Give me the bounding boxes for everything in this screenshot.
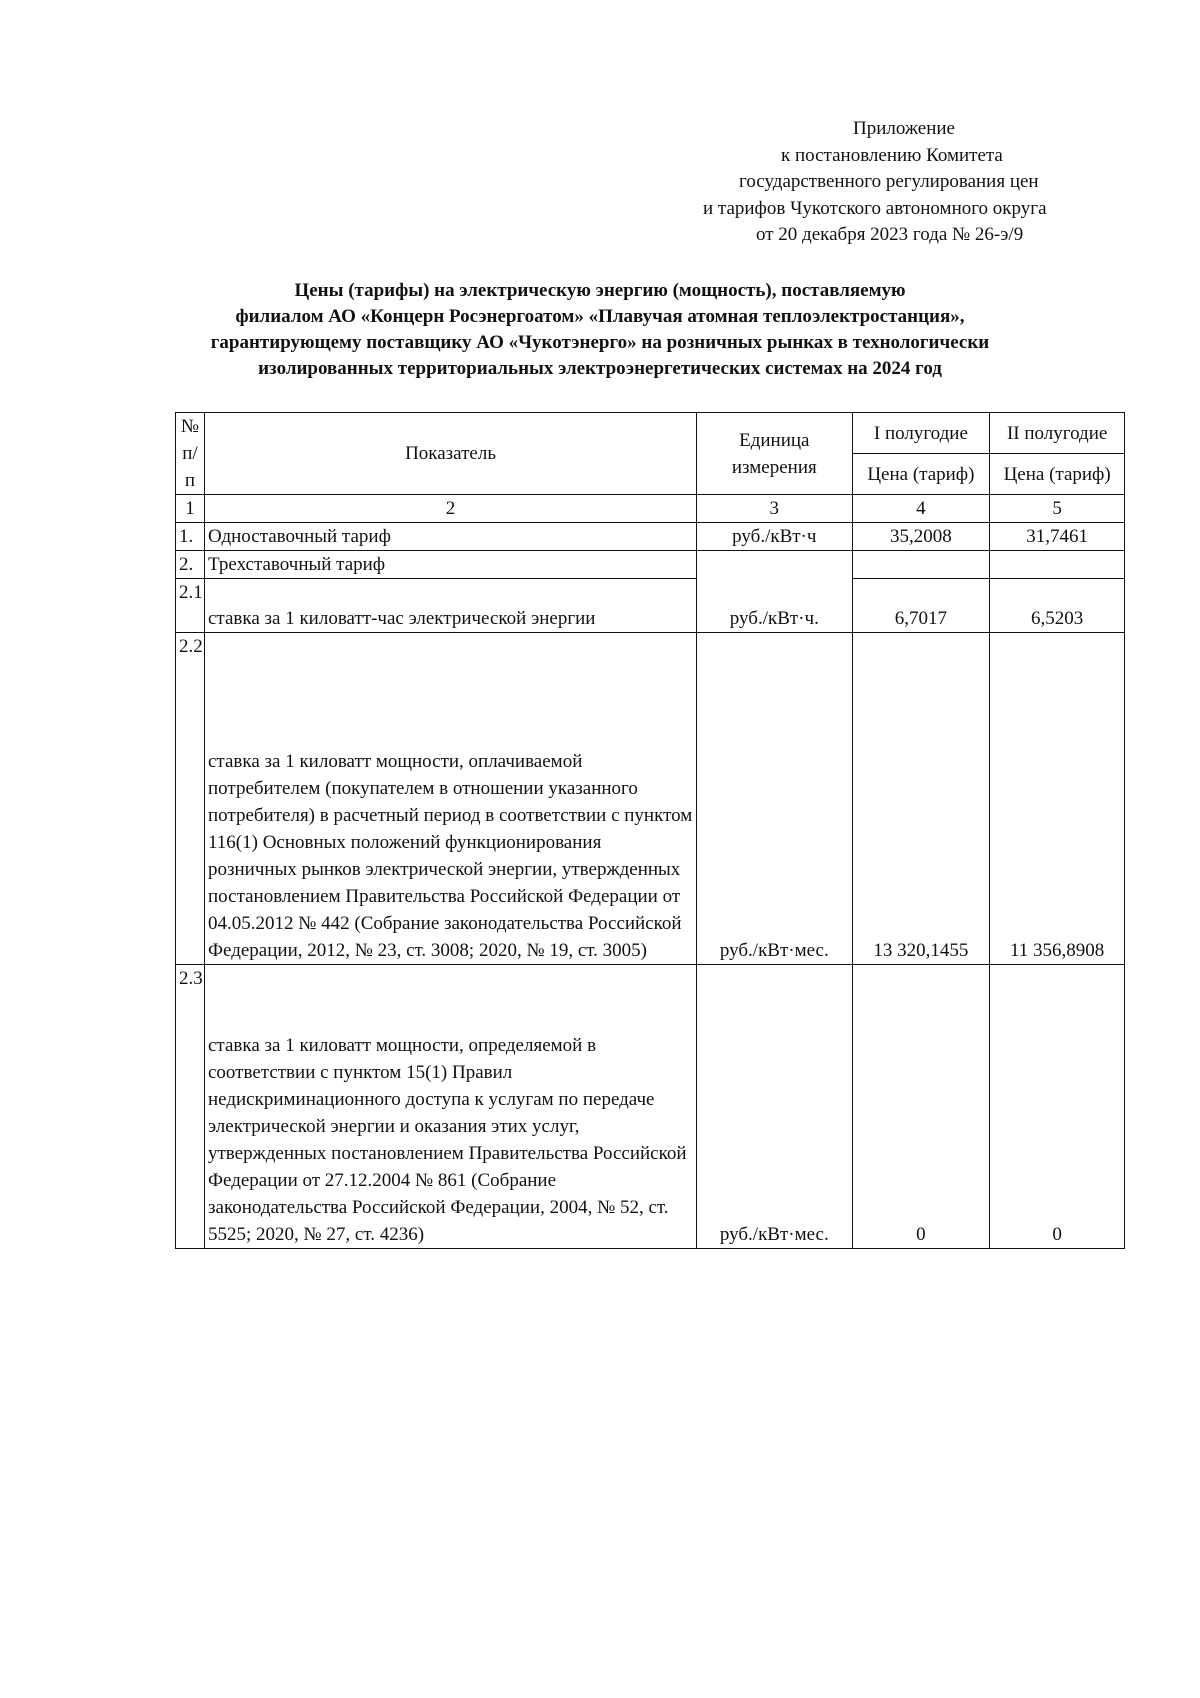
title-line: гарантирующему поставщику АО «Чукотэнерго» на розничных рынках в технологически: [210, 332, 990, 353]
column-index: 4: [852, 495, 990, 523]
row-indicator: Трехставочный тариф: [205, 551, 697, 579]
column-index: 2: [205, 495, 697, 523]
row-price-2: 6,5203: [990, 579, 1125, 633]
row-price-2: 0: [990, 965, 1125, 1249]
row-unit: руб./кВт·ч.: [697, 579, 852, 633]
header-num: № п/п: [176, 413, 205, 495]
row-unit: [697, 551, 852, 579]
row-price-1: 0: [852, 965, 990, 1249]
appendix-header: [690, 116, 1150, 249]
document-title: [150, 278, 1050, 382]
row-number: 2.1: [176, 579, 205, 633]
row-number: 2.: [176, 551, 205, 579]
appendix-line: к постановлению Комитета: [781, 144, 1003, 166]
appendix-line: от 20 декабря 2023 года № 26-э/9: [756, 224, 1024, 245]
row-price-1: [852, 551, 990, 579]
title-line: изолированных территориальных электроэнергетических системах на 2024 год: [258, 358, 942, 379]
row-price-1: 35,2008: [852, 523, 990, 551]
row-unit: руб./кВт·ч: [697, 523, 852, 551]
header-price-2: Цена (тариф): [990, 454, 1125, 495]
table-row: [176, 633, 1125, 965]
row-price-1: 6,7017: [852, 579, 990, 633]
title-line: филиалом АО «Концерн Росэнергоатом» «Плавучая атомная теплоэлектростанция»,: [235, 306, 965, 327]
row-indicator: ставка за 1 киловатт мощности, оплачиваемой потребителем (покупателем в отношении указанного потребителя) в расчетный период в соответствии с пунктом 116(1) Основных положений функционирования розничных рынков электрической энергии, утвержденных постановлением Правительства Российской Федерации от 04.05.2012 № 442 (Собрание законодательства Российской Федерации, 2012, № 23, ст. 3008; 2020, № 19, ст. 3005): [205, 633, 697, 965]
row-number: 2.3: [176, 965, 205, 1249]
column-index: 1: [176, 495, 205, 523]
table-row: [176, 523, 1125, 551]
column-index-row: [176, 495, 1125, 523]
row-price-2: [990, 551, 1125, 579]
row-price-1: 13 320,1455: [852, 633, 990, 965]
table-header-row: [176, 413, 1125, 454]
row-indicator: ставка за 1 киловатт-час электрической энергии: [205, 579, 697, 633]
header-indicator: Показатель: [205, 413, 697, 495]
row-number: 1.: [176, 523, 205, 551]
header-unit: Единица измерения: [697, 413, 852, 495]
appendix-line: Приложение: [853, 118, 955, 139]
appendix-line: и тарифов Чукотского автономного округа: [703, 197, 1047, 219]
tariffs-table: [175, 412, 1125, 1249]
table-row: [176, 551, 1125, 579]
column-index: 3: [697, 495, 852, 523]
table-row: [176, 579, 1125, 633]
table-row: [176, 965, 1125, 1249]
row-indicator: Одноставочный тариф: [205, 523, 697, 551]
row-price-2: 31,7461: [990, 523, 1125, 551]
title-line: Цены (тарифы) на электрическую энергию (мощность), поставляемую: [294, 280, 906, 301]
header-period-1: I полугодие: [852, 413, 990, 454]
header-price-1: Цена (тариф): [852, 454, 990, 495]
row-unit: руб./кВт·мес.: [697, 633, 852, 965]
header-period-2: II полугодие: [990, 413, 1125, 454]
appendix-line: государственного регулирования цен: [739, 171, 1039, 192]
row-unit: руб./кВт·мес.: [697, 965, 852, 1249]
row-price-2: 11 356,8908: [990, 633, 1125, 965]
row-number: 2.2: [176, 633, 205, 965]
column-index: 5: [990, 495, 1125, 523]
row-indicator: ставка за 1 киловатт мощности, определяемой в соответствии с пунктом 15(1) Правил недискриминационного доступа к услугам по передаче электрической энергии и оказания этих услуг, утвержденных постановлением Правительства Российской Федерации от 27.12.2004 № 861 (Собрание законодательства Российской Федерации, 2004, № 52, ст. 5525; 2020, № 27, ст. 4236): [205, 965, 697, 1249]
